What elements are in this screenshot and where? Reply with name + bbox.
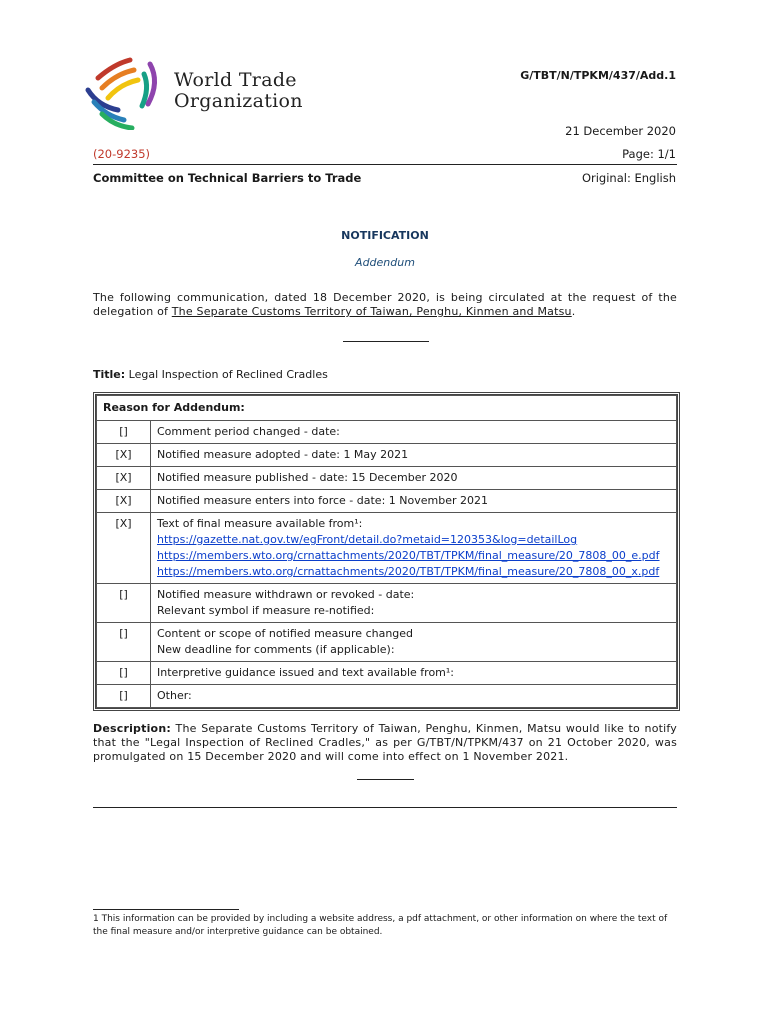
- gazette-link[interactable]: https://gazette.nat.gov.tw/egFront/detail.do?metaid=120353&log=detailLog: [157, 533, 578, 546]
- organization-name: [174, 70, 303, 112]
- document-number: (20-9235): [93, 147, 151, 161]
- row-checkbox: [X]: [97, 490, 151, 513]
- row-checkbox: [X]: [97, 467, 151, 490]
- table-row: [97, 623, 677, 662]
- org-name-line1: World Trade: [174, 69, 297, 91]
- row-text: Notified measure withdrawn or revoked - date:: [157, 588, 415, 601]
- end-divider: [93, 807, 677, 808]
- table-row: [97, 467, 677, 490]
- row-checkbox: [X]: [97, 513, 151, 584]
- description-label: Description:: [93, 722, 171, 735]
- reason-table-heading: Reason for Addendum:: [97, 396, 677, 421]
- table-row: [97, 490, 677, 513]
- row-checkbox: []: [97, 662, 151, 685]
- intro-paragraph: [93, 291, 677, 319]
- final-measure-x-link[interactable]: https://members.wto.org/crnattachments/2020/TBT/TPKM/final_measure/20_7808_00_x.pdf: [157, 565, 660, 578]
- section-divider: [357, 779, 414, 780]
- document-symbol: G/TBT/N/TPKM/437/Add.1: [520, 69, 676, 82]
- wto-logo-icon: [84, 56, 164, 130]
- row-text: Notified measure published - date: 15 December 2020: [157, 471, 458, 484]
- footnote-divider: [93, 909, 239, 910]
- row-text: Notified measure adopted - date: 1 May 2021: [157, 448, 409, 461]
- row-checkbox: []: [97, 623, 151, 662]
- row-checkbox: []: [97, 685, 151, 708]
- intro-end: .: [571, 305, 576, 318]
- row-text: Interpretive guidance issued and text available from¹:: [157, 666, 455, 679]
- description-paragraph: [93, 722, 677, 764]
- org-name-line2: Organization: [174, 90, 303, 112]
- committee-name: Committee on Technical Barriers to Trade: [93, 171, 362, 185]
- row-text: Relevant symbol if measure re-notified:: [157, 604, 375, 617]
- row-checkbox: []: [97, 584, 151, 623]
- row-text: Content or scope of notified measure changed: [157, 627, 414, 640]
- final-measure-e-link[interactable]: https://members.wto.org/crnattachments/2020/TBT/TPKM/final_measure/20_7808_00_e.pdf: [157, 549, 660, 562]
- row-text: Comment period changed - date:: [157, 425, 340, 438]
- row-text: New deadline for comments (if applicable):: [157, 643, 395, 656]
- row-text: Other:: [157, 689, 192, 702]
- table-row: [97, 685, 677, 708]
- table-row: [97, 584, 677, 623]
- table-row: [97, 421, 677, 444]
- addendum-subheading: Addendum: [355, 256, 415, 269]
- notification-heading: NOTIFICATION: [341, 229, 429, 242]
- page-indicator: Page: 1/1: [622, 147, 676, 161]
- row-text: Text of final measure available from¹:: [157, 517, 363, 530]
- row-text: Notified measure enters into force - date: 1 November 2021: [157, 494, 488, 507]
- description-text: The Separate Customs Territory of Taiwan, Penghu, Kinmen, Matsu would like to notify that the "Legal Inspection of Reclined Cradles," as per G/TBT/N/TPKM/437 on 21 October 2020, was promulgated on 15 December 2020 and will come into effect on 1 November 2021.: [93, 722, 677, 763]
- table-row: [97, 513, 677, 584]
- title-label: Title:: [93, 368, 126, 381]
- original-language: Original: English: [581, 171, 676, 185]
- measure-title: [93, 368, 328, 381]
- table-row: [97, 444, 677, 467]
- reason-table: [93, 392, 680, 711]
- intro-text: The following communication, dated 18 December 2020, is being circulated at the request of the delegation of: [93, 291, 677, 318]
- row-checkbox: [X]: [97, 444, 151, 467]
- section-divider: [343, 341, 429, 342]
- document-date: 21 December 2020: [565, 124, 676, 138]
- title-value: Legal Inspection of Reclined Cradles: [128, 368, 328, 381]
- header-divider: [93, 164, 677, 165]
- table-row: [97, 662, 677, 685]
- member-name: The Separate Customs Territory of Taiwan, Penghu, Kinmen and Matsu: [171, 305, 572, 318]
- row-checkbox: []: [97, 421, 151, 444]
- footnote: 1 This information can be provided by including a website address, a pdf attachment, or other information on where the text of the final measure and/or interpretive guidance can be obtained.: [93, 914, 668, 937]
